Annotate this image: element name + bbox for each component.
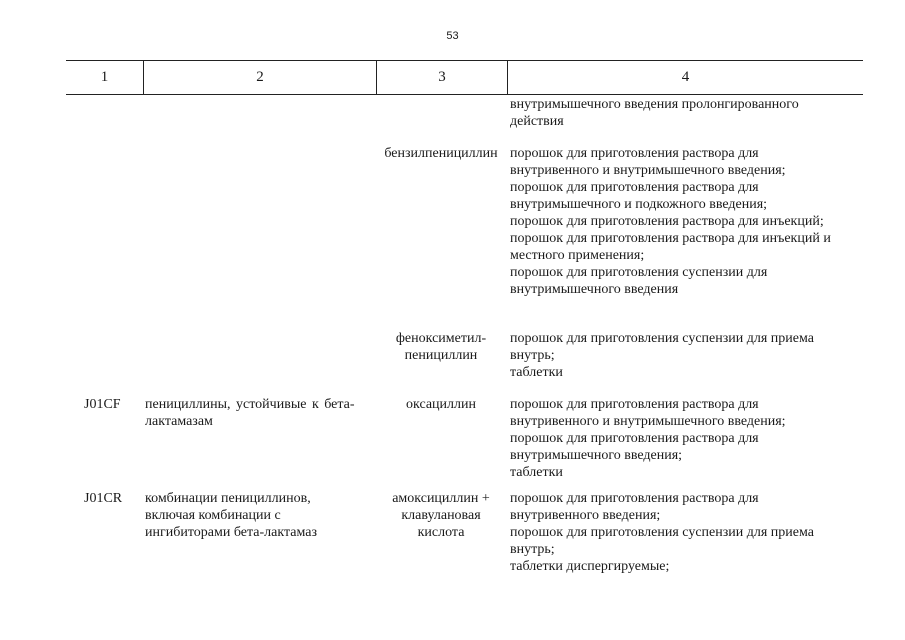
atc-code (84, 396, 140, 413)
dosage-form-line: порошок для приготовления раствора для (510, 146, 759, 161)
group-name (145, 396, 375, 430)
dosage-forms (510, 145, 865, 298)
dosage-form-line: внутривенного и внутримышечного введения; (510, 163, 786, 178)
dosage-form-line: таблетки диспергируемые; (510, 559, 670, 574)
group-line-part: комбинации пенициллинов, (145, 491, 311, 506)
table-header (66, 60, 863, 95)
dosage-form-line: внутривенного введения; (510, 508, 661, 523)
substance-line: кислота (417, 525, 465, 540)
dosage-form-line: действия (510, 114, 564, 129)
dosage-form-line: порошок для приготовления суспензии для приема (510, 525, 814, 540)
dosage-form-line: внутримышечного и подкожного введения; (510, 197, 768, 212)
dosage-form-line: порошок для приготовления раствора для (510, 491, 759, 506)
substance-line: клавулановая (401, 508, 481, 523)
header-col-2: 2 (256, 69, 264, 85)
dosage-form-line: внутримышечного введения (510, 282, 679, 297)
dosage-form-line: местного применения; (510, 248, 645, 263)
substance-name (380, 490, 502, 541)
substance-line: пенициллин (404, 348, 478, 363)
dosage-form-line: порошок для приготовления раствора для (510, 431, 759, 446)
group-name (145, 490, 375, 541)
dosage-form-line: порошок для приготовления раствора для (510, 180, 759, 195)
dosage-form-line: порошок для приготовления раствора для инъекций; (510, 214, 824, 229)
dosage-forms (510, 330, 865, 381)
header-col-1: 1 (100, 69, 109, 85)
group-line: лактамазам (145, 414, 213, 429)
header-col-3: 3 (438, 69, 446, 85)
dosage-form-line: порошок для приготовления раствора для (510, 397, 759, 412)
dosage-form-line: таблетки (510, 465, 563, 480)
dosage-forms (510, 490, 865, 575)
dosage-form-line: внутривенного и внутримышечного введения; (510, 414, 786, 429)
substance-line: оксациллин (406, 397, 476, 412)
substance-line: бензилпенициллин (384, 146, 498, 161)
dosage-form-line: внутрь; (510, 542, 555, 557)
substance-line: феноксиметил- (395, 331, 487, 346)
substance-name (380, 330, 502, 364)
header-col-4: 4 (681, 69, 690, 85)
atc-code (84, 490, 140, 507)
dosage-form-line: внутрь; (510, 348, 555, 363)
page-number: 53 (446, 30, 459, 42)
group-line (145, 490, 375, 507)
dosage-form-line: внутримышечного введения пролонгированного (510, 97, 799, 112)
group-line: ингибиторами бета-лактамаз (145, 525, 317, 540)
atc-code-text: J01CR (84, 491, 123, 506)
atc-code-text: J01CF (84, 397, 121, 412)
dosage-form-line: порошок для приготовления суспензии для (510, 265, 768, 280)
dosage-form-line: порошок для приготовления суспензии для приема (510, 331, 814, 346)
group-line: включая комбинации с (145, 508, 281, 523)
dosage-forms (510, 96, 865, 130)
group-line: пенициллины, устойчивые к бета- (145, 397, 355, 412)
dosage-form-line: порошок для приготовления раствора для инъекций и (510, 231, 831, 246)
dosage-form-line: внутримышечного введения; (510, 448, 683, 463)
dosage-form-line: таблетки (510, 365, 563, 380)
substance-name (380, 145, 502, 162)
substance-name (380, 396, 502, 413)
dosage-forms (510, 396, 865, 481)
substance-line: амоксициллин + (392, 491, 490, 506)
